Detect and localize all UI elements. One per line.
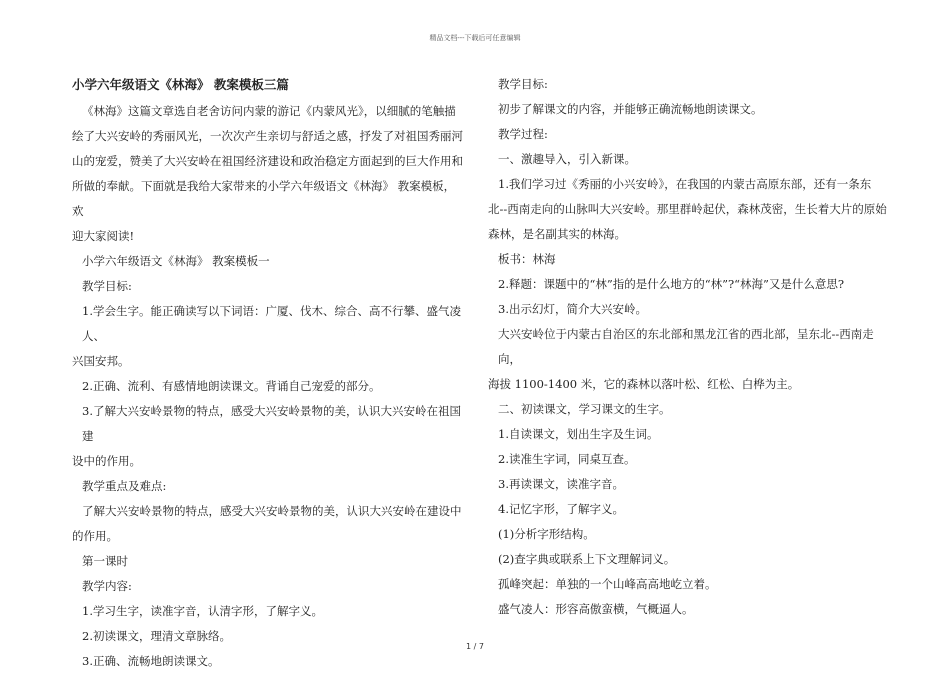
text-line: 海拔 1100-1400 米，它的森林以落叶松、红松、白桦为主。 [488, 377, 800, 391]
text-line: 孤峰突起：单独的一个山峰高高地屹立着。 [498, 577, 717, 591]
text-line: 3.正确、流畅地朗读课文。 [82, 654, 220, 668]
text-line: 2.读准生字词，同桌互查。 [498, 452, 636, 466]
page-number: 1 / 7 [466, 642, 484, 651]
text-line: 第一课时 [82, 554, 128, 568]
left-column [72, 72, 464, 674]
text-line: 绘了大兴安岭的秀丽风光，一次次产生亲切与舒适之感，抒发了对祖国秀丽河 [72, 129, 463, 143]
text-line: 初步了解课文的内容，并能够正确流畅地朗读课文。 [498, 102, 763, 116]
text-line: 森林，是名副其实的林海。 [488, 227, 626, 241]
text-line: 大兴安岭位于内蒙古自治区的东北部和黑龙江省的西北部，呈东北--西南走向， [498, 327, 874, 366]
text-line: 4.记忆字形，了解字义。 [498, 502, 624, 516]
text-line: 板书：林海 [498, 252, 556, 266]
text-line: 1.学习生字，读准字音，认清字形，了解字义。 [82, 604, 323, 618]
text-line: 一、激趣导入，引入新课。 [498, 152, 636, 166]
text-line: 教学目标: [82, 279, 132, 293]
text-line: 所做的奉献。下面就是我给大家带来的小学六年级语文《林海》 教案模板，欢 [72, 179, 456, 218]
text-line: (2)查字典或联系上下文理解词义。 [498, 552, 676, 566]
text-line: 山的宠爱，赞美了大兴安岭在祖国经济建设和政治稳定方面起到的巨大作用和 [72, 154, 463, 168]
text-line: 设中的作用。 [72, 454, 141, 468]
text-line: 北--西南走向的山脉叫大兴安岭。那里群岭起伏，森林茂密，生长着大片的原始 [488, 202, 887, 216]
text-line: 兴国安邦。 [72, 354, 130, 368]
text-line: 教学目标: [498, 77, 548, 91]
text-line: 盛气凌人：形容高傲蛮横，气概逼人。 [498, 602, 694, 616]
text-line: 二、初读课文，学习课文的生字。 [498, 402, 671, 416]
text-line: 3.了解大兴安岭景物的特点，感受大兴安岭景物的美，认识大兴安岭在祖国建 [82, 404, 461, 443]
text-line: 迎大家阅读! [72, 229, 135, 243]
right-column [488, 72, 890, 622]
text-line: 教学内容: [82, 579, 132, 593]
text-line: 《林海》这篇文章选自老舍访问内蒙的游记《内蒙风光》，以细腻的笔触描 [82, 104, 456, 118]
text-line: 2.正确、流利、有感情地朗读课文。背诵自己宠爱的部分。 [82, 379, 381, 393]
text-line: 教学重点及难点: [82, 479, 167, 493]
text-line: 1.自读课文，划出生字及生词。 [498, 427, 659, 441]
text-line: 3.再读课文，读准字音。 [498, 477, 624, 491]
header-note: 精品文档---下载后可任意编辑 [429, 34, 521, 42]
text-line: 1.学会生字。能正确读写以下词语：广厦、伐木、综合、高不行攀、盛气凌人、 [82, 304, 461, 343]
text-line: 3.出示幻灯，简介大兴安岭。 [498, 302, 647, 316]
text-line: 教学过程: [498, 127, 548, 141]
text-line: 了解大兴安岭景物的特点，感受大兴安岭景物的美，认识大兴安岭在建设中 [82, 504, 462, 518]
text-line: 2.初读课文，理清文章脉络。 [82, 629, 231, 643]
text-line: 的作用。 [72, 529, 118, 543]
text-line: 2.释题：课题中的“林”指的是什么地方的“林”?“林海”又是什么意思? [498, 277, 845, 291]
text-line: 1.我们学习过《秀丽的小兴安岭》，在我国的内蒙古高原东部，还有一条东 [498, 177, 872, 191]
text-line: (1)分析字形结构。 [498, 527, 595, 541]
text-line: 小学六年级语文《林海》 教案模板一 [82, 254, 270, 268]
document-title: 小学六年级语文《林海》 教案模板三篇 [72, 77, 289, 92]
